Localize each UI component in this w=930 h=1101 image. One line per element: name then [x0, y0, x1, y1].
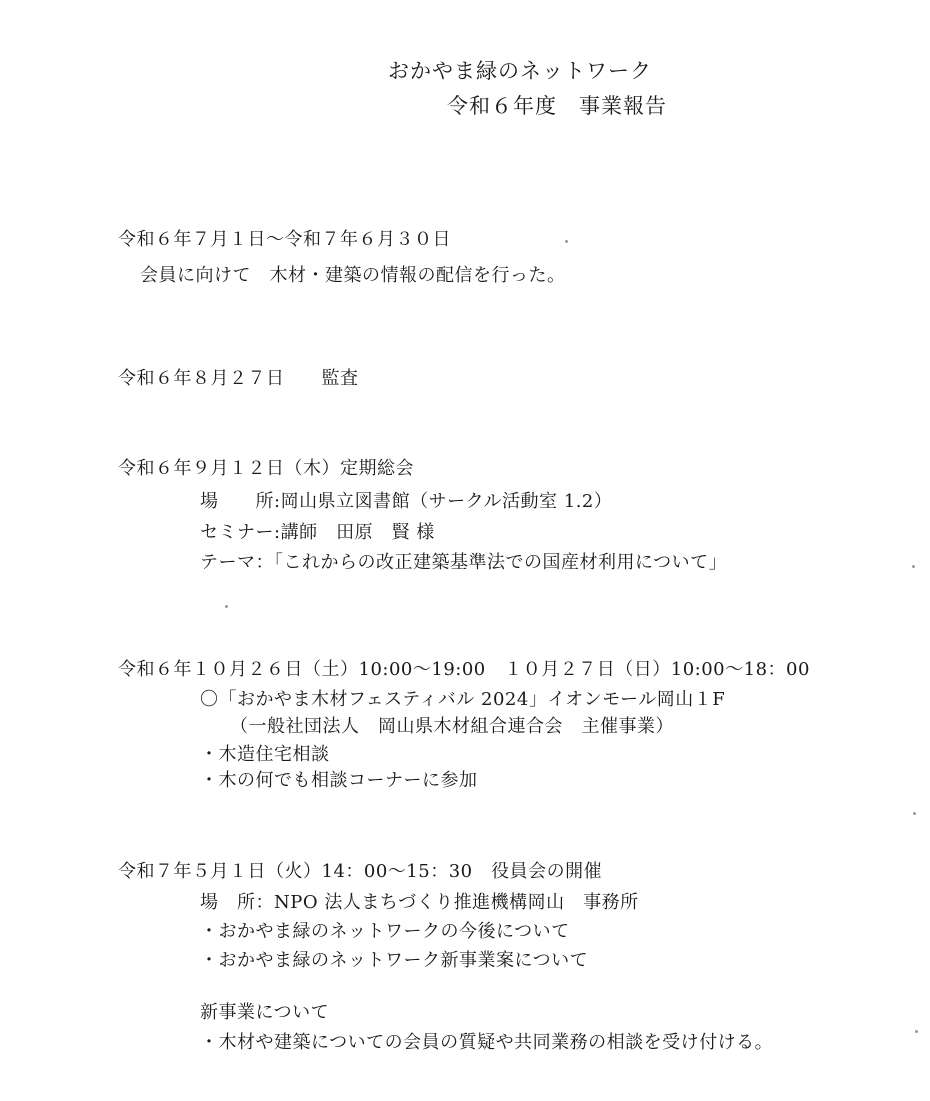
section-line: 〇「おかやま木材フェスティバル 2024」イオンモール岡山１F	[200, 689, 726, 710]
section-line: ・木の何でも相談コーナーに参加	[200, 770, 478, 791]
scan-speck	[913, 812, 916, 815]
organization-title: おかやま緑のネットワーク	[388, 59, 652, 83]
section-line: ・おかやま緑のネットワーク新事業案について	[200, 950, 589, 971]
section-line: ・おかやま緑のネットワークの今後について	[200, 921, 570, 942]
section-line: テーマ：「これからの改正建築基準法での国産材利用について」	[200, 552, 728, 573]
section-line: ・木材や建築についての会員の質疑や共同業務の相談を受け付ける。	[200, 1032, 774, 1053]
section-date: 令和６年９月１２日（木）定期総会	[118, 458, 414, 479]
section-date: 令和６年１０月２６日（土）10:00～19:00 １０月２７日（日）10:00～18：00	[118, 659, 810, 680]
section-date: 令和６年８月２７日 監査	[118, 368, 359, 389]
scan-speck	[912, 565, 915, 568]
section-line: （一般社団法人 岡山県木材組合連合会 主催事業）	[230, 716, 674, 737]
section-date: 令和６年７月１日～令和７年６月３０日	[118, 229, 451, 250]
section-line: 場 所：NPO 法人まちづくり推進機構岡山 事務所	[200, 892, 639, 913]
section-date: 令和７年５月１日（火）14：00～15：30 役員会の開催	[118, 861, 603, 882]
scan-speck	[915, 1030, 918, 1033]
section-line: セミナー:講師 田原 賢 様	[200, 522, 435, 543]
section-line: 会員に向けて 木材・建築の情報の配信を行った。	[140, 265, 566, 286]
section-line: 新事業について	[200, 1002, 330, 1023]
section-line: 場 所:岡山県立図書館（サークル活動室 1.2）	[200, 491, 613, 512]
report-title: 令和６年度 事業報告	[447, 94, 667, 118]
section-line: ・木造住宅相談	[200, 744, 330, 765]
scan-speck	[225, 605, 228, 608]
scan-speck	[565, 240, 568, 243]
